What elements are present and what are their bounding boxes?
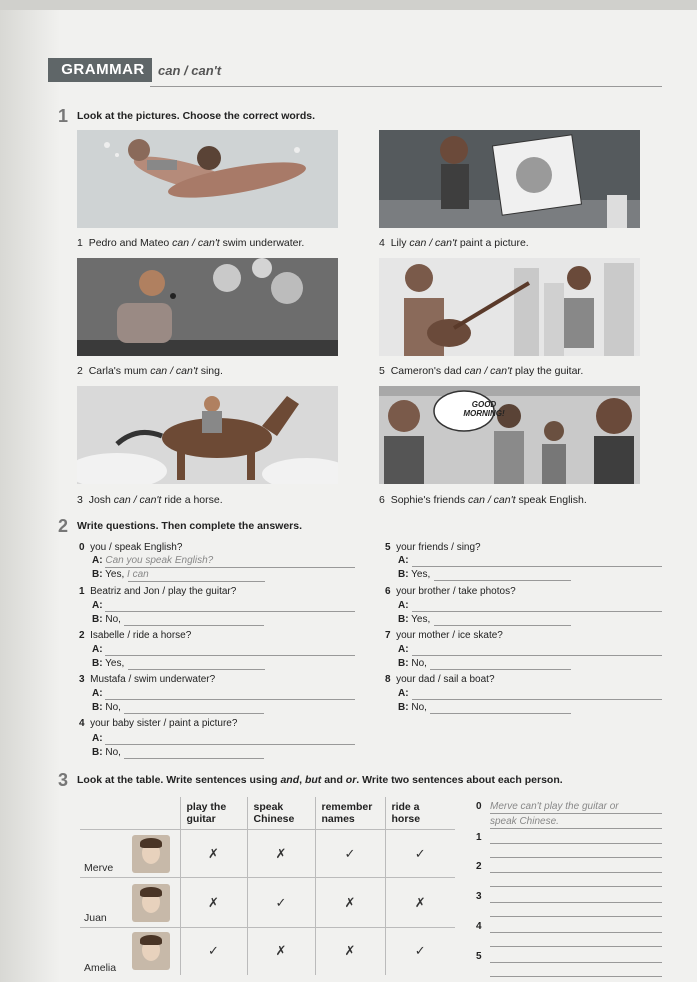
q5-line-a: [398, 555, 409, 566]
q6-a-input[interactable]: [412, 611, 662, 612]
q3-b-label: B:: [92, 702, 103, 713]
mark-cell: ✓: [247, 878, 315, 928]
caption-3-choice[interactable]: can / can't: [113, 494, 162, 506]
q0-prompt: [79, 542, 182, 553]
picture-painting: [379, 130, 640, 228]
q1-line-b: [92, 614, 121, 625]
table-row: [80, 830, 455, 878]
sentence-2-input[interactable]: [490, 872, 662, 873]
picture-singing: [77, 258, 338, 356]
mark-cell: ✓: [414, 943, 426, 959]
caption-4-number: 4: [379, 237, 385, 249]
q2-b-input[interactable]: [128, 669, 265, 670]
sentence-2-number: 2: [476, 861, 482, 872]
sentence-1-input[interactable]: [490, 843, 662, 844]
q4-b-input[interactable]: [124, 758, 264, 759]
q2-b-prefix: Yes,: [105, 658, 125, 669]
caption-6-verb: speak English.: [518, 494, 587, 506]
q6-a-label: A:: [398, 600, 409, 611]
q8-b-label: B:: [398, 702, 409, 713]
caption-2-choice[interactable]: can / can't: [150, 365, 198, 377]
q7-number: 7: [385, 630, 391, 641]
caption-6-number: 6: [379, 494, 385, 506]
q5-b-input[interactable]: [434, 580, 571, 581]
q2-b-label: B:: [92, 658, 103, 669]
header-rule: [150, 86, 662, 87]
q3-b-input[interactable]: [124, 713, 264, 714]
exercise-3-instruction: [77, 774, 563, 786]
caption-2: [77, 365, 223, 377]
mark-cell: ✗: [180, 830, 247, 878]
caption-3-verb: ride a horse.: [164, 494, 223, 506]
caption-1: [77, 237, 304, 249]
ex3-instr-part-2: ,: [299, 774, 305, 786]
caption-3-subject: Josh: [88, 494, 111, 506]
q0-number: 0: [79, 542, 85, 553]
q2-prompt-text: Isabelle / ride a horse?: [90, 630, 192, 641]
q6-number: 6: [385, 586, 391, 597]
sentence-4-number: 4: [476, 921, 482, 932]
q0-line-b: [92, 569, 149, 580]
sentence-1-input-2[interactable]: [490, 857, 662, 858]
q1-prompt: [79, 586, 236, 597]
q2-a-input[interactable]: [105, 655, 355, 656]
mark-cell: ✓: [385, 830, 455, 878]
caption-5-verb: play the guitar.: [514, 365, 584, 377]
caption-5-choice[interactable]: can / can't: [464, 365, 513, 377]
q3-line-a: [92, 688, 103, 699]
person-name: Amelia: [84, 961, 117, 974]
q0-line-a: [92, 555, 213, 566]
q3-a-label: A:: [92, 688, 103, 699]
sentence-5-number: 5: [476, 951, 482, 962]
mark-cell: ✗: [247, 928, 315, 975]
q0-b-rule: [128, 581, 265, 582]
caption-6-choice[interactable]: can / can't: [468, 494, 516, 506]
caption-4-subject: Lily: [390, 237, 407, 249]
mark-cell: ✗: [180, 878, 247, 928]
q1-b-input[interactable]: [124, 625, 264, 626]
q0-b-label: B:: [92, 569, 103, 580]
q8-a-input[interactable]: [412, 699, 662, 700]
caption-4: [379, 237, 529, 249]
column-header: remember names: [315, 797, 385, 830]
picture-swimming-underwater: [77, 130, 338, 228]
q8-prompt: [385, 674, 495, 685]
q4-prompt-text: your baby sister / paint a picture?: [90, 718, 238, 729]
q4-b-label: B:: [92, 747, 103, 758]
abilities-table: [80, 797, 455, 975]
q6-prompt-text: your brother / take photos?: [396, 586, 516, 597]
caption-6-subject: Sophie's friends: [390, 494, 466, 506]
q8-line-a: [398, 688, 409, 699]
sentence-5-input[interactable]: [490, 962, 662, 963]
q0-b-answer[interactable]: I can: [127, 569, 149, 580]
page-top-edge: [0, 0, 697, 10]
q7-a-input[interactable]: [412, 655, 662, 656]
q8-b-prefix: No,: [411, 702, 427, 713]
q4-a-input[interactable]: [105, 744, 355, 745]
q0-a-label: A:: [92, 555, 103, 566]
caption-1-choice[interactable]: can / can't: [172, 237, 220, 249]
sentence-2-input-2[interactable]: [490, 886, 662, 887]
q0-prompt-text: you / speak English?: [90, 542, 183, 553]
column-header: play the guitar: [180, 797, 247, 830]
ex3-instr-part-4: . Write two sentences about each person.: [356, 774, 563, 786]
q1-a-input[interactable]: [105, 611, 355, 612]
sentence-4-input-2[interactable]: [490, 946, 662, 947]
mark-cell: ✗: [315, 928, 385, 975]
q1-b-label: B:: [92, 614, 103, 625]
caption-3: [77, 494, 223, 506]
picture-horse-riding: [77, 386, 338, 484]
picture-guitar: [379, 258, 640, 356]
q4-prompt: [79, 718, 237, 729]
q2-line-b: [92, 658, 124, 669]
q5-a-label: A:: [398, 555, 409, 566]
q7-b-label: B:: [398, 658, 409, 669]
caption-1-number: 1: [77, 237, 83, 249]
person-name: Merve: [84, 862, 114, 874]
sentence-0-rule-2: [490, 828, 662, 829]
q3-b-prefix: No,: [105, 702, 121, 713]
q0-a-answer[interactable]: Can you speak English?: [105, 555, 214, 566]
mark-cell: ✓: [315, 830, 385, 878]
ex3-instr-and: and: [280, 774, 300, 786]
person-cell: [80, 878, 180, 928]
sentence-5-input-2[interactable]: [490, 976, 662, 977]
q7-b-prefix: No,: [411, 658, 427, 669]
mark-cell: ✗: [385, 878, 455, 928]
q7-a-label: A:: [398, 644, 409, 655]
table-row: [80, 928, 455, 975]
q2-line-a: [92, 644, 103, 655]
exercise-1-instruction: Look at the pictures. Choose the correct words.: [77, 110, 316, 122]
mark-cell: ✗: [315, 878, 385, 928]
sentence-0-number: 0: [476, 801, 482, 812]
person-name: Juan: [84, 912, 107, 924]
q3-a-input[interactable]: [105, 699, 355, 700]
sentence-0-line-2[interactable]: speak Chinese.: [490, 816, 559, 827]
q4-line-b: [92, 747, 121, 758]
caption-2-subject: Carla's mum: [88, 365, 148, 377]
q5-b-label: B:: [398, 569, 409, 580]
q0-b-prefix: Yes,: [105, 569, 125, 580]
column-header: ride a horse: [385, 797, 455, 830]
q0-a-rule: [105, 567, 355, 568]
q1-b-prefix: No,: [105, 614, 121, 625]
sentence-0-rule-1: [490, 813, 662, 814]
caption-5: [379, 365, 583, 377]
q1-a-label: A:: [92, 600, 103, 611]
speech-bubble-text: GOOD MORNING!: [463, 400, 505, 418]
ex3-instr-but: but: [304, 774, 322, 786]
q2-number: 2: [79, 630, 85, 641]
exercise-2-number: 2: [58, 516, 69, 536]
q6-prompt: [385, 586, 516, 597]
q8-b-input[interactable]: [430, 713, 571, 714]
caption-5-number: 5: [379, 365, 385, 377]
q4-b-prefix: No,: [105, 747, 121, 758]
caption-1-verb: swim underwater.: [222, 237, 305, 249]
ex3-instr-part-3: and: [321, 774, 346, 786]
avatar: [132, 835, 170, 873]
q3-number: 3: [79, 674, 85, 685]
q1-line-a: [92, 600, 103, 611]
table-header-row: [80, 797, 455, 830]
caption-2-number: 2: [77, 365, 83, 377]
caption-5-subject: Cameron's dad: [390, 365, 462, 377]
sentence-0-line-1[interactable]: Merve can't play the guitar or: [490, 801, 619, 812]
sentence-3-number: 3: [476, 891, 482, 902]
caption-1-subject: Pedro and Mateo: [88, 237, 170, 249]
column-header: speak Chinese: [247, 797, 315, 830]
q6-b-prefix: Yes,: [411, 614, 431, 625]
ex3-instr-or: or: [345, 774, 357, 786]
caption-6: [379, 494, 587, 506]
q3-prompt: [79, 674, 215, 685]
caption-2-verb: sing.: [200, 365, 223, 377]
q4-number: 4: [79, 718, 85, 729]
q7-line-b: [398, 658, 427, 669]
q7-prompt: [385, 630, 503, 641]
q4-line-a: [92, 733, 103, 744]
q7-line-a: [398, 644, 409, 655]
exercise-2-instruction: Write questions. Then complete the answers.: [77, 520, 303, 532]
section-label: GRAMMAR: [48, 58, 152, 82]
avatar: [132, 884, 170, 922]
q6-b-label: B:: [398, 614, 409, 625]
q5-b-prefix: Yes,: [411, 569, 431, 580]
q7-b-input[interactable]: [430, 669, 571, 670]
mark-cell: ✓: [180, 928, 247, 975]
q2-a-label: A:: [92, 644, 103, 655]
caption-4-verb: paint a picture.: [459, 237, 529, 249]
q8-a-label: A:: [398, 688, 409, 699]
q1-prompt-text: Beatriz and Jon / play the guitar?: [90, 586, 237, 597]
q5-line-b: [398, 569, 430, 580]
caption-4-choice[interactable]: can / can't: [409, 237, 457, 249]
sentence-1-number: 1: [476, 832, 482, 843]
q6-line-a: [398, 600, 409, 611]
caption-3-number: 3: [77, 494, 83, 506]
sentence-3-input-2[interactable]: [490, 916, 662, 917]
table-corner: [80, 797, 180, 830]
table-row: [80, 878, 455, 928]
exercise-3-number: 3: [58, 770, 69, 790]
sentence-3-input[interactable]: [490, 902, 662, 903]
q8-line-b: [398, 702, 427, 713]
mark-cell: ✗: [247, 830, 315, 878]
q5-prompt-text: your friends / sing?: [396, 542, 481, 553]
q5-prompt: [385, 542, 481, 553]
q6-line-b: [398, 614, 430, 625]
page-gutter-shadow: [0, 10, 60, 982]
section-topic: can / can't: [158, 63, 222, 78]
q3-line-b: [92, 702, 121, 713]
exercise-1-number: 1: [58, 106, 69, 126]
person-cell: [80, 830, 180, 878]
q1-number: 1: [79, 586, 85, 597]
q7-prompt-text: your mother / ice skate?: [396, 630, 503, 641]
ex3-instr-part-1: Look at the table. Write sentences using: [77, 774, 281, 786]
q6-b-input[interactable]: [434, 625, 571, 626]
q3-prompt-text: Mustafa / swim underwater?: [90, 674, 216, 685]
person-cell: [80, 928, 180, 975]
q2-prompt: [79, 630, 191, 641]
q8-prompt-text: your dad / sail a boat?: [396, 674, 495, 685]
avatar: [132, 932, 170, 970]
sentence-4-input[interactable]: [490, 932, 662, 933]
q8-number: 8: [385, 674, 391, 685]
q5-number: 5: [385, 542, 391, 553]
q5-a-input[interactable]: [412, 566, 662, 567]
q4-a-label: A:: [92, 733, 103, 744]
